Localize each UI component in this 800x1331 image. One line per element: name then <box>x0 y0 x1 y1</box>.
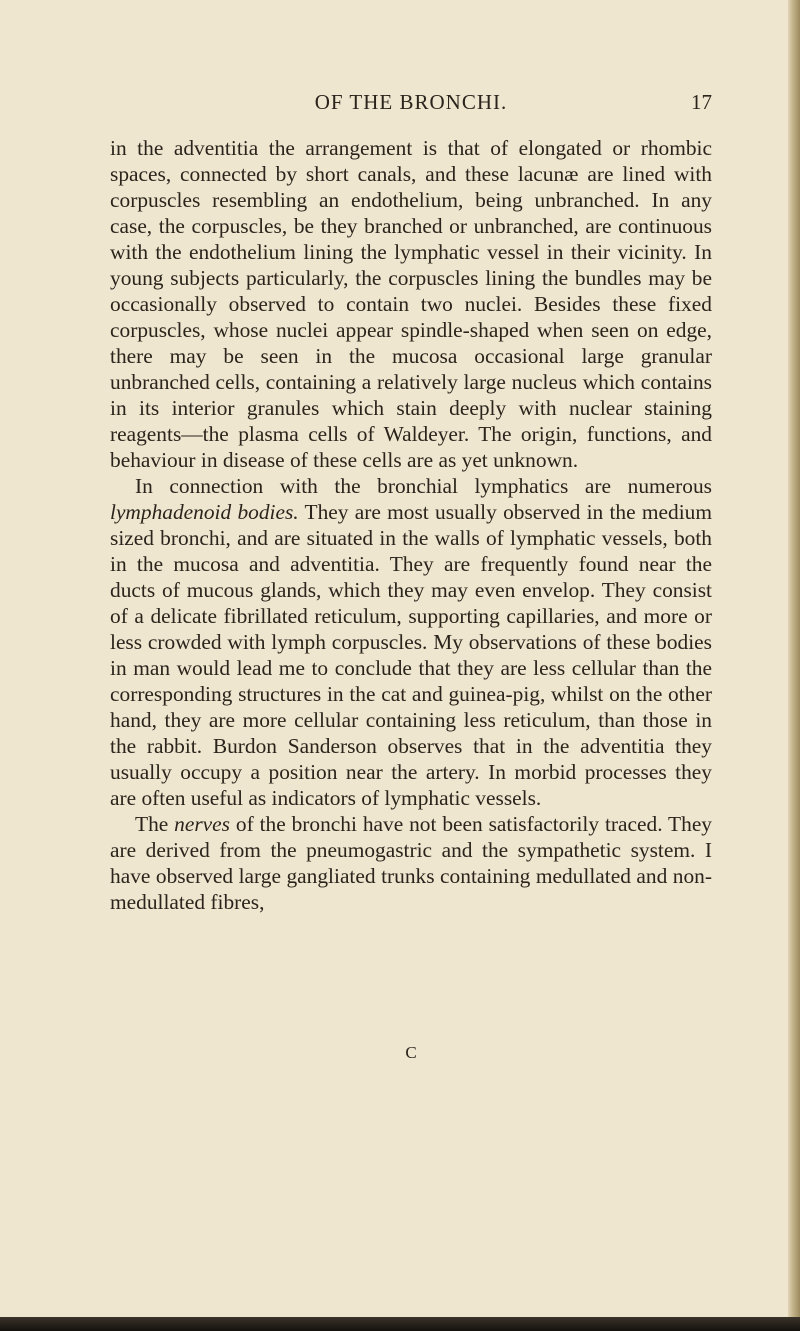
page-edge-right <box>788 0 800 1331</box>
signature-mark: C <box>405 1043 417 1062</box>
page-edge-bottom <box>0 1317 800 1331</box>
italic-term-lymphadenoid-bodies: lymphadenoid bodies. <box>110 500 299 524</box>
page-number: 17 <box>691 90 712 114</box>
paragraph-3-run-1: The <box>135 812 175 836</box>
paragraph-3-run-3: of the bronchi have not been satisfactorily traced. They are derived from the pneumogastric and the sympathetic system. I have observed large gangliated trunks containing medullated and non-medullated fibres, <box>110 812 713 914</box>
italic-term-nerves: nerves <box>174 812 230 836</box>
paragraph-2 <box>110 473 712 811</box>
paragraph-3 <box>110 811 712 915</box>
paragraph-2-run-3: They are most usually observed in the medium sized bronchi, and are situated in the walls of lymphatic vessels, both in the mucosa and adventitia. They are frequently found near the ducts of mucous glands, which they may even envelop. They consist of a delicate fibrillated reticulum, supporting capillaries, and more or less crowded with lymph corpuscles. My observations of these bodies in man would lead me to conclude that they are less cellular than the corresponding structures in the cat and guinea-pig, whilst on the other hand, they are more cellular containing less reticulum, than those in the rabbit. Burdon Sanderson observes that in the adventitia they usually occupy a position near the artery. In morbid processes they are often useful as indicators of lymphatic vessels. <box>110 500 712 810</box>
paragraph-1-run-1: in the adventitia the arrangement is that of elongated or rhombic spaces, connected by short canals, and these lacunæ are lined with corpuscles resembling an endothelium, being unbranched. In any case, the corpuscles, be they branched or unbranched, are continuous with the endothelium lining the lymphatic vessel in their vicinity. In young subjects particularly, the corpuscles lining the bundles may be occasionally observed to contain two nuclei. Besides these fixed corpuscles, whose nuclei appear spindle-shaped when seen on edge, there may be seen in the mucosa occasional large granular unbranched cells, containing a relatively large nucleus which contains in its interior granules which stain deeply with nuclear staining reagents—the plasma cells of Waldeyer. The origin, functions, and behaviour in disease of these cells are as yet unknown. <box>110 136 712 472</box>
body-text <box>110 135 712 915</box>
page-header <box>110 88 712 120</box>
running-title: OF THE BRONCHI. <box>314 90 508 114</box>
paragraph-1 <box>110 135 712 473</box>
paragraph-2-run-1: In connection with the bronchial lymphatics are numerous <box>135 474 712 498</box>
